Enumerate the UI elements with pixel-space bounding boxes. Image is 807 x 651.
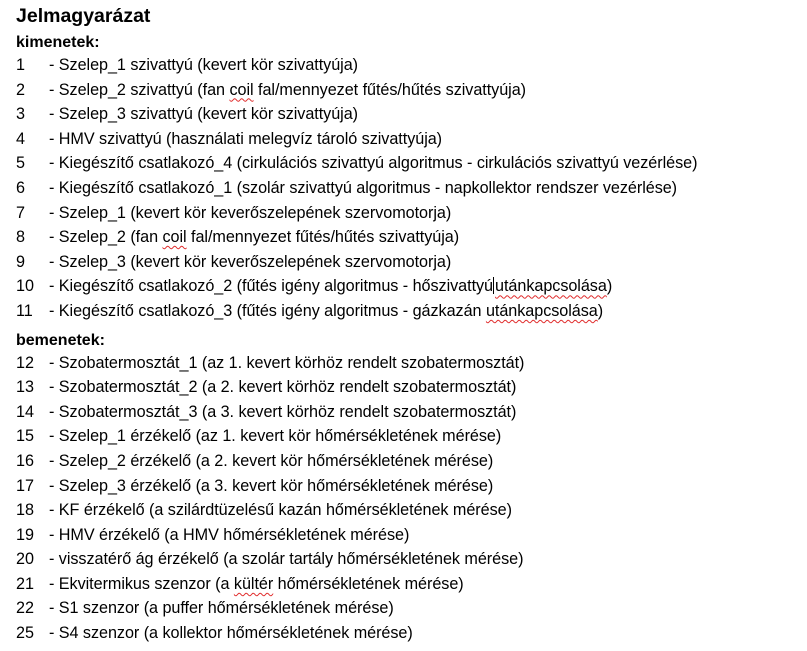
- list-item: [16, 274, 801, 299]
- inputs-list: [16, 351, 801, 646]
- spellcheck-underlined-word[interactable]: coil: [162, 228, 187, 247]
- item-number: 7: [16, 203, 25, 222]
- item-text: - HMV szivattyú (használati melegvíz tároló szivattyúja): [49, 129, 443, 148]
- item-number: 10: [16, 277, 34, 296]
- text-cursor: [493, 277, 494, 294]
- list-item: [16, 250, 801, 275]
- item-text: - Szobatermosztát_1 (az 1. kevert körhöz rendelt szobatermosztát): [49, 353, 525, 372]
- list-item: [16, 151, 801, 176]
- item-text-part: ): [606, 277, 613, 296]
- list-item: [16, 102, 801, 127]
- item-number: 4: [16, 129, 25, 148]
- list-item: [16, 523, 801, 548]
- list-item: [16, 400, 801, 425]
- item-text: - S4 szenzor (a kollektor hőmérsékletének mérése): [49, 624, 413, 643]
- item-number: 21: [16, 574, 34, 593]
- item-number: 6: [16, 178, 25, 197]
- item-text: - KF érzékelő (a szilárdtüzelésű kazán hőmérsékletének mérése): [49, 501, 512, 520]
- list-item: [16, 78, 801, 103]
- item-number: 8: [16, 228, 25, 247]
- legend-title: Jelmagyarázat: [16, 5, 151, 27]
- item-number: 20: [16, 550, 34, 569]
- list-item: [16, 201, 801, 226]
- item-text: - Szelep_1 szivattyú (kevert kör szivattyúja): [49, 56, 359, 74]
- item-number: 18: [16, 501, 34, 520]
- item-text: - Szelep_2 érzékelő (a 2. kevert kör hőmérsékletének mérése): [49, 451, 494, 470]
- list-item: [16, 299, 801, 324]
- item-text: - Szobatermosztát_3 (a 3. kevert körhöz rendelt szobatermosztát): [49, 402, 517, 421]
- item-number: 25: [16, 624, 34, 643]
- item-text-part: fal/mennyezet fűtés/hűtés szivattyúja): [186, 228, 460, 247]
- item-text: - HMV érzékelő (a HMV hőmérsékletének mérése): [49, 525, 410, 544]
- spellcheck-underlined-word[interactable]: utánkapcsolása: [485, 301, 598, 320]
- list-item: [16, 596, 801, 621]
- list-item: [16, 572, 801, 597]
- item-number: 13: [16, 378, 34, 397]
- item-number: 2: [16, 80, 25, 99]
- item-text: - Szelep_3 érzékelő (a 3. kevert kör hőmérsékletének mérése): [49, 476, 494, 495]
- item-text: - Szelep_1 (kevert kör keverőszelepének szervomotorja): [49, 203, 452, 222]
- item-text: - S1 szenzor (a puffer hőmérsékletének mérése): [49, 599, 394, 618]
- item-text-part: fal/mennyezet fűtés/hűtés szivattyúja): [253, 80, 527, 99]
- item-number: 22: [16, 599, 34, 618]
- item-text: [49, 78, 526, 103]
- item-number: 12: [16, 353, 34, 372]
- item-text: - Szelep_3 (kevert kör keverőszelepének szervomotorja): [49, 252, 452, 271]
- item-number: 15: [16, 427, 34, 446]
- list-item: [16, 424, 801, 449]
- item-number: 16: [16, 451, 34, 470]
- list-item: [16, 351, 801, 376]
- item-text: [49, 299, 603, 324]
- list-item: [16, 621, 801, 646]
- item-text-part: - Kiegészítő csatlakozó_3 (fűtés igény algoritmus - gázkazán: [49, 301, 486, 320]
- item-number: 9: [16, 252, 25, 271]
- item-text: - visszatérő ág érzékelő (a szolár tartály hőmérsékletének mérése): [49, 550, 524, 569]
- item-text-part: - Szelep_2 (fan: [49, 228, 163, 247]
- item-number: 1: [16, 56, 25, 74]
- item-text: [49, 225, 459, 250]
- item-text-part: - Kiegészítő csatlakozó_2 (fűtés igény algoritmus - hőszivattyú: [49, 277, 494, 296]
- list-item: [16, 225, 801, 250]
- item-number: 17: [16, 476, 34, 495]
- item-number: 3: [16, 105, 25, 124]
- item-number: 19: [16, 525, 34, 544]
- item-text-part: - Ekvitermikus szenzor (a: [49, 574, 234, 593]
- list-item: [16, 176, 801, 201]
- item-number: 14: [16, 402, 34, 421]
- inputs-heading: bemenetek:: [16, 331, 105, 349]
- item-text-part: hőmérsékletének mérése): [273, 574, 464, 593]
- spellcheck-underlined-word[interactable]: kültér: [233, 574, 274, 593]
- list-item: [16, 375, 801, 400]
- item-text: - Kiegészítő csatlakozó_1 (szolár szivattyú algoritmus - napkollektor rendszer vezérlése): [49, 178, 678, 197]
- list-item: [16, 498, 801, 523]
- list-item: [16, 547, 801, 572]
- item-text-part: - Szelep_2 szivattyú (fan: [49, 80, 230, 99]
- spellcheck-underlined-word[interactable]: coil: [229, 80, 254, 99]
- item-number: 11: [16, 301, 33, 320]
- item-text: - Szelep_1 érzékelő (az 1. kevert kör hőmérsékletének mérése): [49, 427, 502, 446]
- item-text: [49, 572, 464, 597]
- item-text: [49, 274, 612, 299]
- item-number: 5: [16, 154, 25, 173]
- document-page: [16, 5, 801, 646]
- outputs-list: [16, 53, 801, 324]
- item-text: - Szobatermosztát_2 (a 2. kevert körhöz rendelt szobatermosztát): [49, 378, 517, 397]
- list-item: [16, 127, 801, 152]
- spellcheck-underlined-word[interactable]: utánkapcsolása: [495, 277, 607, 296]
- item-text: - Szelep_3 szivattyú (kevert kör szivattyúja): [49, 105, 359, 124]
- list-item: [16, 449, 801, 474]
- item-text-part: ): [597, 301, 604, 320]
- item-text: - Kiegészítő csatlakozó_4 (cirkulációs szivattyú algoritmus - cirkulációs szivattyú vezérlése): [49, 154, 698, 173]
- list-item: [16, 474, 801, 499]
- list-item: [16, 53, 801, 78]
- outputs-heading: kimenetek:: [16, 34, 100, 51]
